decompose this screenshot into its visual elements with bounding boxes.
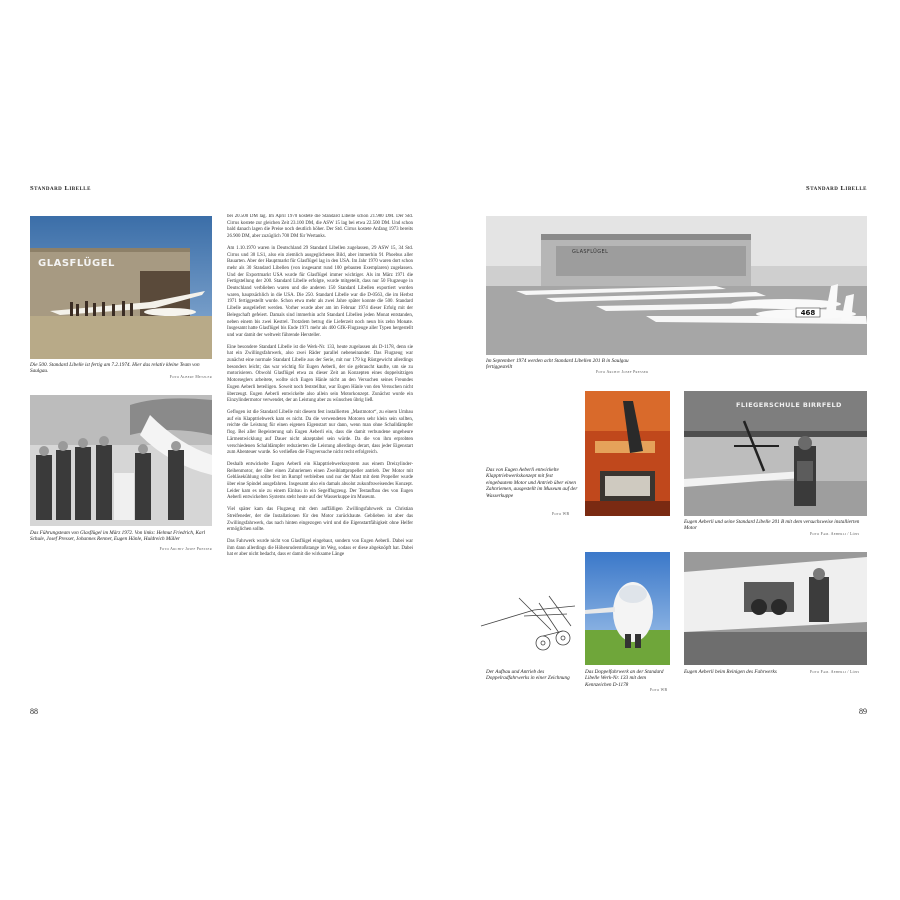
credit-photo-2: Foto Archiv Josef Presser <box>159 547 212 551</box>
caption-photo-8: Eugen Aeberli beim Reinigen des Fahrwerks <box>684 669 777 675</box>
body-paragraph: bei 20.500 DM lag. Im April 1970 kostete die Standard Libelle schon 21.980 DM. Der Std. Cirrus kostete zur gleichen Zeit 23.100 DM, die ASW 15 lag bei etwa 22.500 DM. Und schon bald danach lagen die Preise noch deutlich höher. Der Std. Cirrus kostete Anfang 1973 bereits 26.900 DM, aber zuzüglich 700 DM für Wertanks. <box>227 214 413 240</box>
hangar-sign-glasfluegel: GLASFLÜGEL <box>38 258 115 269</box>
credit-photo-1: Foto Albert Metzler <box>169 375 212 379</box>
body-paragraph: Am 1.10.1970 waren in Deutschland 29 Standard Libellen zugelassen, 29 ASW 15, 34 Std. Cirrus und 30 LS1, also ein ziemlich ausgeglichenes Bild, aber immerhin 91 Phoebus aller Bauarten. Aber der Hauptmarkt für Glasflügel lag in den USA. Im Jahr 1970 waren dort schon mehr als 30 Standard Libellen (von insgesamt rund 100 gebauten Exemplaren) zugelassen. Und der Exportmarkt USA wurde für Glasflügel immer wichtiger. Als im März 1971 die Fertigstellung der 200. Standard Libelle erfolgte, wurde mitgeteilt, dass nur 50 Flugzeuge in Deutschland verblieben waren und die anderen 150 Standard Libellen exportiert worden waren, hauptsächlich in die USA. Die 250. Standard Libelle war die D-0563, die im Herbst 1971 fertiggestellt wurde. Schon etwa mehr als zwei Jahre später konnte die 500. Standard Libelle ausgeliefert werden. Vorher wurde aber am im Februar 1974 dieser Erfolg mit der Belegschaft gefeiert. Damals sind immerhin acht Standard Libellen jeden Monat entstanden, neben einem bis zwei Kestrel. Trotzdem betrug die Lieferzeit noch neun bis zehn Monate. Insgesamt hatte Glasflügel bis Ende 1971 mehr als 400 GfK-Flugzeuge aller Typen hergestellt und war damit der weltweit führende Hersteller. <box>227 245 413 338</box>
body-paragraph: Deshalb entwickelte Eugen Aeberli ein Klapptriebwerkssystem aus einem Dreizylinder-Reihenmotor, der über einen Zahnriemen einen Zweiblattpropeller antrieb. Der Motor mit Gebläsekühlung sollte fest im Rumpf verbleiben und nur der Mast mit dem Propeller wurde über eine Spindel ausgefahren. Insgesamt also ein damals absolut zukunftsweisendes Konzept. Leider kam es nie zu einem Einbau in ein Segelflugzeug. Der Testaufbau des von Eugen Aeberli entwickelten Systems steht heute auf der Wasserkuppe im Museum. <box>227 461 413 501</box>
credit-photo-5: Foto Fam. Aeberli / Löns <box>810 532 860 536</box>
caption-photo-5: Eugen Aeberli und seine Standard Libelle 201 B mit dem versuchsweise installierten Motor <box>684 519 860 532</box>
credit-photo-7: Foto WB <box>650 688 668 692</box>
body-text-column <box>227 214 413 698</box>
running-header-right: Standard Libelle <box>806 185 867 192</box>
photo-twin-wheel-gear-d1178 <box>585 552 670 665</box>
page-number-left: 88 <box>30 707 38 716</box>
svg-text:468: 468 <box>800 309 816 317</box>
photo-leadership-team <box>30 395 212 526</box>
credit-photo-4: Foto WB <box>552 512 570 516</box>
running-header-left: Standard Libelle <box>30 185 91 192</box>
caption-photo-3: Im September 1974 werden acht Standard Libellen 201 B in Saulgau fertiggestellt <box>486 358 629 371</box>
photo-eight-libellen <box>486 216 867 355</box>
caption-photo-6: Der Aufbau und Antrieb des Doppelradfahrwerks in einer Zeichnung <box>486 669 570 682</box>
caption-photo-1: Die 500. Standard Libelle ist fertig am 7.2.1974. Hier das relativ kleine Team von Saulgau. <box>30 362 200 375</box>
body-paragraph: Eine besondere Standard Libelle ist die Werk-Nr. 133, heute zugelassen als D-1178, denn sie hat ein Zwillingsfahrwerk, also zwei Räder parallel nebeneinander. Das Flugzeug war zunächst eine normale Standard Libelle aus der Serie, mit nur 179 kg Rüstgewicht allerdings besonders leicht; das war wichtig für Eugen Aeberli, der sie gebraucht kaufte, um sie zu motorisieren. Obwohl Glasflügel etwa zu dieser Zeit an Konzepten eines doppelsitzigen Motorseglers arbeitete, wollte sich Eugen Hänle nicht an den Versuchen seines Freundes Eugen Aeberli beteiligen. Soweit noch feststellbar, war Eugen Hänle von den Versuchen nicht überzeugt. Eugen Aeberli entwickelte also allein sein Motorkonzept. Zunächst wurde ein Einzylindermotor verwendet, der an Leistung aber zu wünschen übrig ließ. <box>227 344 413 404</box>
caption-photo-7: Das Doppelfahrwerk an der Standard Libelle Werk-Nr. 133 mit dem Kennzeichen D-1178 <box>585 669 664 688</box>
body-paragraph: Geflogen ist die Standard Libelle mit diesem fest installierten „Mastmotor“, zu einem Umbau auf ein Klapptriebwerk kam es nicht. Da die verwendeten Motoren sehr klein sein sollten, reichte die Leistung für einen eigenen Eigenstart nur dann, wenn man ohne Schalldämpfer flog. Bei aller Begeisterung sah Eugen Aeberli ein, dass die damit verbundene ungeheure Lärmentwicklung auf Dauer nicht akzeptabel sein würde. Da die von ihm erprobten verschiedenen Schalldämpfer reduzierten die Leistung allerdings derart, dass jeder Eigenstart zum Abenteuer wurde. So verließen die Flugversuche nicht recht erfolgreich. <box>227 409 413 456</box>
page-number-right: 89 <box>859 707 867 716</box>
hangar-sign-fliegerschule-birrfeld: FLIEGERSCHULE BIRRFELD <box>736 401 842 409</box>
photo-aeberli-cleaning-gear <box>684 552 867 665</box>
caption-photo-4: Das von Eugen Aeberli entwickelte Klapptriebwerkskonzept mit fest eingebautem Motor und Antrieb über einen Zahnriemen, ausgestellt im Museum auf der Wasserkuppe <box>486 467 578 499</box>
building-sign-glasfluegel: GLASFLÜGEL <box>572 249 609 255</box>
credit-photo-8: Foto Fam. Aeberli / Löns <box>810 670 860 674</box>
photo-folding-engine-museum <box>585 391 670 516</box>
credit-photo-3: Foto Archiv Josef Presser <box>596 370 649 374</box>
photo-aeberli-with-motor <box>684 391 867 516</box>
body-paragraph: Das Fahrwerk wurde nicht von Glasflügel eingebaut, sondern von Eugen Aeberli. Dabei war ihm dann allerdings die Höhenruderstoßstange im Weg, sodass er diese abgeknöpft hat. Dabei hat er aber nicht bedacht, dass er damit die wirksame Länge <box>227 538 413 558</box>
drawing-twin-wheel-gear <box>479 588 579 658</box>
photo-libelle-500-team <box>30 216 212 359</box>
caption-photo-2: Das Führungsteam von Glasflügel im März 1972. Von links: Helmut Friedrich, Karl Schule, Josef Presser, Johannes Renner, Eugen Hänle, Huldreich Müller <box>30 530 206 543</box>
body-paragraph: Viel später kam das Flugzeug mit dem auffälligen Zwillingsfahrwerk zu Christian Streifeneder, der die Installationen für den Motor zurückbaute. Geblieben ist aber das Zwillingsfahrwerk, das nach hinten eingezogen wird und die Eigenstartfähigkeit ohne Helfer ermöglichen sollte. <box>227 507 413 533</box>
